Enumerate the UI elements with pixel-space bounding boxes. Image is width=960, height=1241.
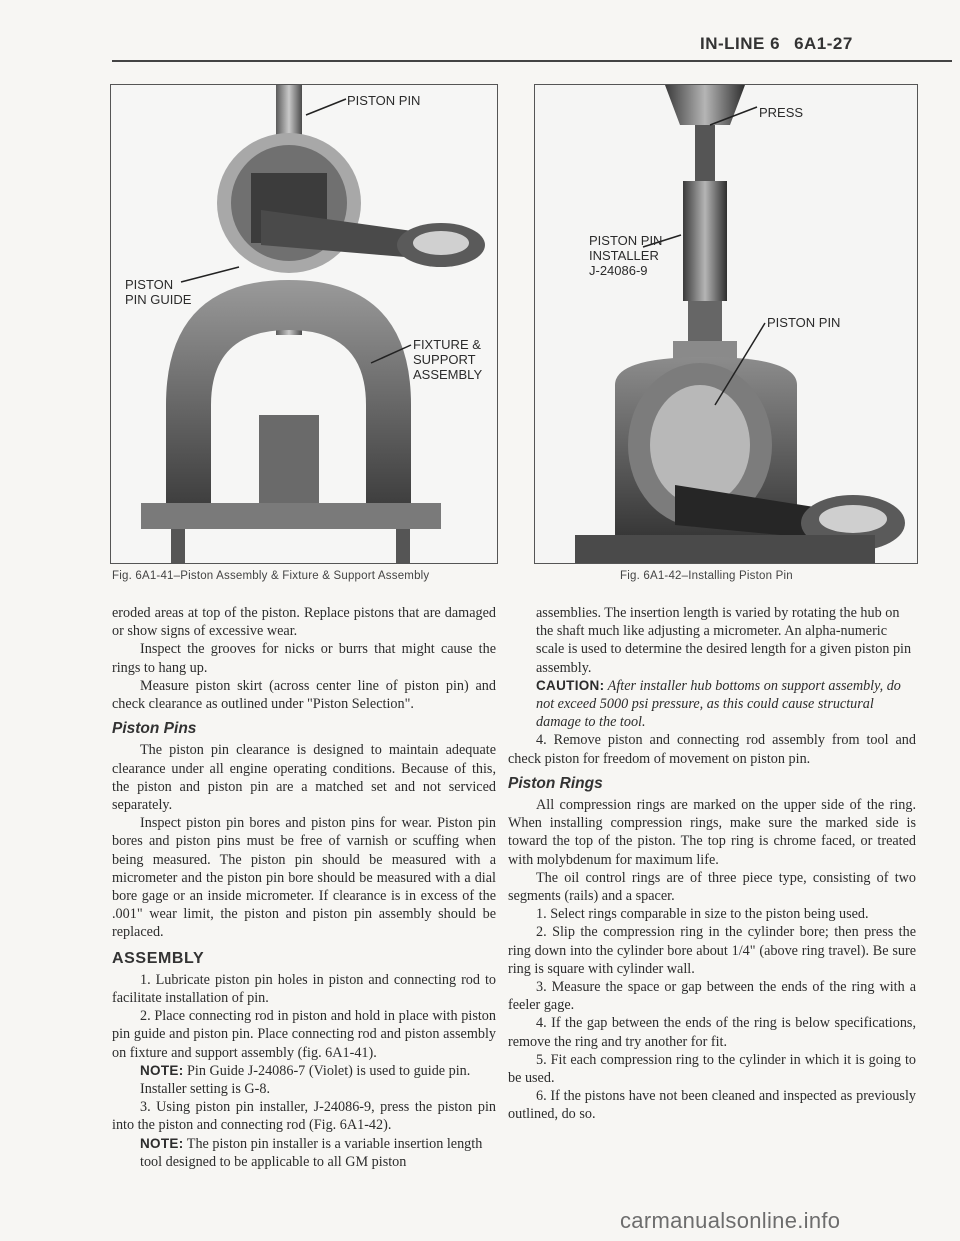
paragraph: eroded areas at top of the piston. Replace pistons that are damaged or show signs of excessive wear. bbox=[112, 605, 496, 640]
fig2-illustration bbox=[535, 85, 917, 563]
left-column bbox=[112, 604, 496, 1171]
fig1-illustration bbox=[111, 85, 497, 563]
note-label: NOTE: bbox=[140, 1062, 184, 1078]
step-4: 4. Remove piston and connecting rod assembly from tool and check piston for freedom of movement on piston pin. bbox=[508, 732, 916, 767]
section-title: IN-LINE 6 bbox=[700, 34, 781, 53]
callout-piston-pin: PISTON PIN bbox=[347, 93, 421, 108]
note-1 bbox=[112, 1062, 496, 1098]
caution-label: CAUTION: bbox=[536, 677, 605, 693]
figure-caption-6a1-42: Fig. 6A1-42–Installing Piston Pin bbox=[620, 570, 793, 582]
header-rule bbox=[112, 60, 952, 62]
paragraph: Measure piston skirt (across center line of piston pin) and check clearance as outlined under "Piston Selection". bbox=[112, 677, 496, 713]
page-number: 6A1-27 bbox=[794, 34, 853, 53]
paragraph: Inspect piston pin bores and piston pins for wear. Piston pin bores and piston pins must be free of varnish or scuffing when being measured. The piston pin should be measured with a micrometer and the piston pin bore should be measured with a dial bore gage or an inside micrometer. If clearance is in excess of the .001" wear limit, the piston and piston pin assembly should be replaced. bbox=[112, 815, 496, 941]
heading-assembly: ASSEMBLY bbox=[112, 949, 205, 967]
callout-piston-pin-guide: PISTON PIN GUIDE bbox=[125, 277, 192, 307]
paragraph: assemblies. The insertion length is varied by rotating the hub on the shaft much like adjusting a micrometer. An alpha-numeric scale is used to determine the desired length for a given piston pin assembly. bbox=[536, 605, 912, 676]
paragraph: Inspect the grooves for nicks or burrs that might cause the rings to hang up. bbox=[112, 641, 496, 676]
caution bbox=[508, 677, 916, 732]
callout-piston-pin: PISTON PIN bbox=[767, 315, 841, 330]
callout-press: PRESS bbox=[759, 105, 804, 120]
paragraph: The oil control rings are of three piece type, consisting of two segments (rails) and a spacer. bbox=[508, 869, 916, 905]
figure-6a1-41 bbox=[110, 84, 498, 564]
step-2: 2. Place connecting rod in piston and hold in place with piston pin guide and piston pin. Place connecting rod and piston assembly on fixture and support assembly (fig. 6A1-41). bbox=[112, 1008, 496, 1061]
caution-text: After installer hub bottoms on support assembly, do not exceed 5000 psi pressure, as this could cause structural damage to the tool. bbox=[536, 677, 901, 731]
ring-step-5: 5. Fit each compression ring to the cylinder in which it is going to be used. bbox=[508, 1051, 916, 1087]
step-3: 3. Using piston pin installer, J-24086-9, press the piston pin into the piston and connecting rod (Fig. 6A1-42). bbox=[112, 1099, 496, 1134]
figure-6a1-42 bbox=[534, 84, 918, 564]
right-column bbox=[508, 604, 916, 1124]
note-text: The piston pin installer is a variable insertion length tool designed to be applicable to all GM piston bbox=[140, 1135, 483, 1170]
page-header bbox=[700, 34, 950, 54]
ring-step-2: 2. Slip the compression ring in the cylinder bore; then press the ring down into the cylinder bore about 1/4" (above ring travel). Be sure ring is square with cylinder wall. bbox=[508, 924, 916, 977]
watermark: carmanualsonline.info bbox=[620, 1208, 841, 1233]
step-1: 1. Lubricate piston pin holes in piston and connecting rod to facilitate installation of pin. bbox=[112, 971, 496, 1007]
note-text: Pin Guide J-24086-7 (Violet) is used to guide pin. Installer setting is G-8. bbox=[140, 1062, 471, 1098]
ring-step-4: 4. If the gap between the ends of the ring is below specifications, remove the ring and try another for fit. bbox=[508, 1015, 916, 1050]
callout-installer: PISTON PIN INSTALLER J-24086-9 bbox=[589, 233, 663, 278]
note-2 bbox=[112, 1135, 496, 1171]
ring-step-6: 6. If the pistons have not been cleaned and inspected as previously outlined, do so. bbox=[508, 1088, 916, 1123]
figure-caption-6a1-41: Fig. 6A1-41–Piston Assembly & Fixture & Support Assembly bbox=[112, 570, 430, 582]
note-label: NOTE: bbox=[140, 1135, 184, 1151]
paragraph: All compression rings are marked on the upper side of the ring. When installing compression rings, make sure the marked side is toward the top of the piston. The top ring is chrome faced, or treated with molybdenum for maximum life. bbox=[508, 797, 916, 868]
callout-fixture-support: FIXTURE & SUPPORT ASSEMBLY bbox=[413, 337, 483, 382]
ring-step-3: 3. Measure the space or gap between the ends of the ring with a feeler gage. bbox=[508, 979, 916, 1014]
heading-piston-pins: Piston Pins bbox=[112, 720, 197, 738]
ring-step-1: 1. Select rings comparable in size to the piston being used. bbox=[536, 906, 869, 923]
paragraph: The piston pin clearance is designed to maintain adequate clearance under all engine operating conditions. Because of this, the piston and piston pin are a matched set and not serviced separately. bbox=[112, 742, 496, 814]
heading-piston-rings: Piston Rings bbox=[508, 774, 603, 792]
